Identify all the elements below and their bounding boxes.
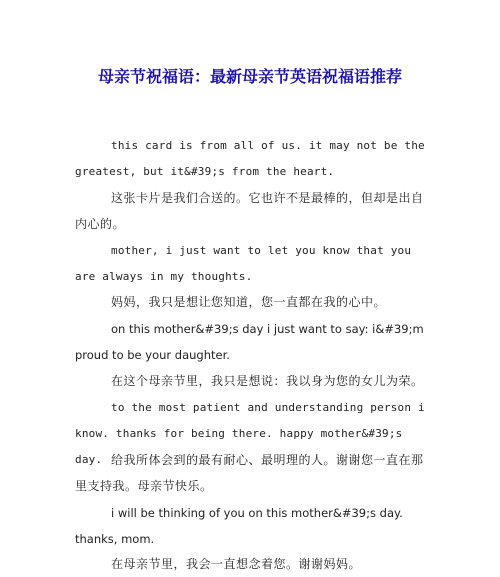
- paragraph-cn-5: 在母亲节里，我会一直想念着您。谢谢妈妈。: [111, 557, 362, 571]
- paragraph-cn-4: 给我所体会到的最有耐心、最明理的人。谢谢您一直在那里支持我。母亲节快乐。: [75, 453, 424, 493]
- paragraph-en-4: to the most patient and understanding person i know. thanks for being there. happy mother&#39;s day.: [75, 401, 425, 466]
- paragraph-en-1: this card is from all of us. it may not be the greatest, but it&#39;s from the heart.: [75, 139, 425, 178]
- paragraph-cn-3: 在这个母亲节里，我只是想说：我以身为您的女儿为荣。: [111, 374, 424, 388]
- document-title: 母亲节祝福语：最新母亲节英语祝福语推荐: [97, 67, 402, 86]
- paragraph-cn-1: 这张卡片是我们合送的。它也许不是最棒的，但却是出自内心的。: [75, 191, 424, 231]
- paragraph-cn-2: 妈妈，我只是想让您知道，您一直都在我的心中。: [111, 295, 387, 309]
- paragraph-en-5: i will be thinking of you on this mother&#39;s day. thanks, mom.: [75, 506, 403, 546]
- paragraph-en-2: mother, i just want to let you know that you are always in my thoughts.: [75, 244, 412, 283]
- paragraph-en-3: on this mother&#39;s day i just want to say: i&#39;m proud to be your daughter.: [75, 322, 424, 362]
